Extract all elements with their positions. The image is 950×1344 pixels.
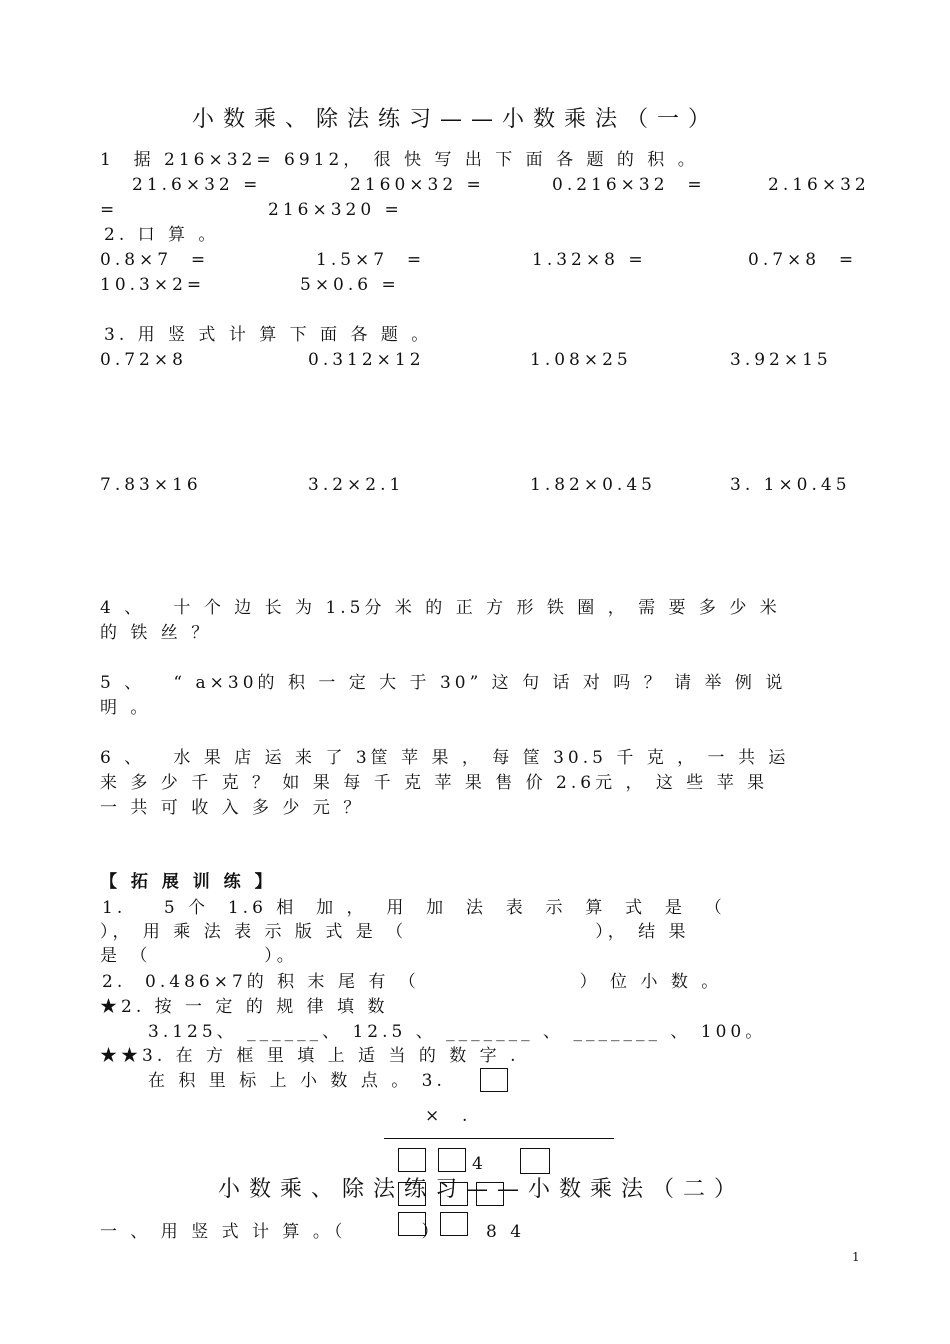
extension-1-text: 是 （ ）。	[100, 946, 298, 966]
question-2-item: 0.7×8 =	[748, 250, 858, 270]
question-2-item: 5×0.6 =	[300, 275, 400, 295]
question-3-item: 0.312×12	[308, 350, 425, 370]
extension-2-text: 2. 0.486×7的 积 末 尾 有 （ ） 位 小 数 。	[102, 972, 723, 992]
extension-4-text: 在 积 里 标 上 小 数 点 。 3.	[148, 1071, 446, 1091]
page-number: 1	[852, 1250, 860, 1264]
question-1-item: 216×320 =	[268, 200, 403, 220]
digit-box[interactable]	[440, 1182, 468, 1206]
digit-text: 4	[472, 1154, 487, 1174]
question-6-text: 6 、 水 果 店 运 来 了 3筐 苹 果 ， 每 筐 30.5 千 克 ， 一 共 运	[100, 748, 790, 768]
question-1-item: 0.216×32 =	[552, 175, 706, 195]
part-2-heading: 一 、 用 竖 式 计 算 。（ ）	[100, 1222, 443, 1242]
extension-3-sequence: 3.125、 ______、 12.5 、 _______ 、 _______ 、 100。	[148, 1022, 767, 1042]
question-1-item: =	[100, 200, 119, 220]
question-4-text: 的 铁 丝 ？	[100, 623, 213, 643]
question-2-heading: 2. 口 算 。	[104, 225, 220, 245]
question-1-text: 1 据 216×32= 6912， 很 快 写 出 下 面 各 题 的 积 。	[100, 150, 699, 170]
extension-3-text: ★2. 按 一 定 的 规 律 填 数	[100, 997, 389, 1017]
extension-1-text: ）， 用 乘 法 表 示 版 式 是 （ ）， 结 果	[100, 922, 690, 942]
question-2-item: 1.5×7 =	[316, 250, 426, 270]
question-2-item: 1.32×8 =	[532, 250, 647, 270]
question-3-item: 0.72×8	[100, 350, 187, 370]
page-title: 小数乘、除法练习——小数乘法（一）	[192, 107, 720, 132]
digit-box[interactable]	[520, 1148, 550, 1174]
question-2-item: 0.8×7 =	[100, 250, 210, 270]
times-sign: × .	[425, 1106, 472, 1126]
question-6-text: 来 多 少 千 克 ？ 如 果 每 千 克 苹 果 售 价 2.6元 ， 这 些 苹 果	[100, 773, 769, 793]
question-5-text: 明 。	[100, 698, 152, 718]
question-3-item: 3. 1×0.45	[730, 475, 851, 495]
extension-4-text: ★★3. 在 方 框 里 填 上 适 当 的 数 字 .	[100, 1046, 520, 1066]
question-3-heading: 3. 用 竖 式 计 算 下 面 各 题 。	[104, 325, 433, 345]
question-6-text: 一 共 可 收 入 多 少 元 ？	[100, 798, 365, 818]
question-3-item: 1.08×25	[530, 350, 632, 370]
question-5-text: 5 、 “ a×30的 积 一 定 大 于 30” 这 句 话 对 吗 ？ 请 举 例 说	[100, 673, 787, 693]
extension-heading: 【 拓 展 训 练 】	[100, 872, 276, 892]
digit-box[interactable]	[480, 1068, 508, 1092]
question-1-item: 2160×32 =	[350, 175, 485, 195]
digit-box[interactable]	[476, 1182, 504, 1206]
question-4-text: 4 、 十 个 边 长 为 1.5分 米 的 正 方 形 铁 圈 ， 需 要 多 少 米	[100, 598, 781, 618]
digit-text: 8 4	[486, 1222, 526, 1242]
digit-box[interactable]	[398, 1182, 426, 1206]
extension-1-text: 1. 5 个 1.6 相 加 ， 用 加 法 表 示 算 式 是 （	[102, 898, 726, 918]
digit-box[interactable]	[398, 1148, 426, 1172]
digit-box[interactable]	[398, 1212, 426, 1236]
question-3-item: 7.83×16	[100, 475, 202, 495]
vertical-calc-line	[384, 1138, 614, 1139]
question-1-item: 21.6×32 =	[132, 175, 262, 195]
question-1-item: 2.16×32	[768, 175, 870, 195]
digit-box[interactable]	[438, 1148, 466, 1172]
question-3-item: 3.92×15	[730, 350, 832, 370]
question-3-item: 1.82×0.45	[530, 475, 656, 495]
question-3-item: 3.2×2.1	[308, 475, 405, 495]
digit-box[interactable]	[440, 1212, 468, 1236]
section-title: 小数乘、除法练习——小数乘法（二）	[218, 1177, 746, 1202]
question-2-item: 10.3×2=	[100, 275, 206, 295]
